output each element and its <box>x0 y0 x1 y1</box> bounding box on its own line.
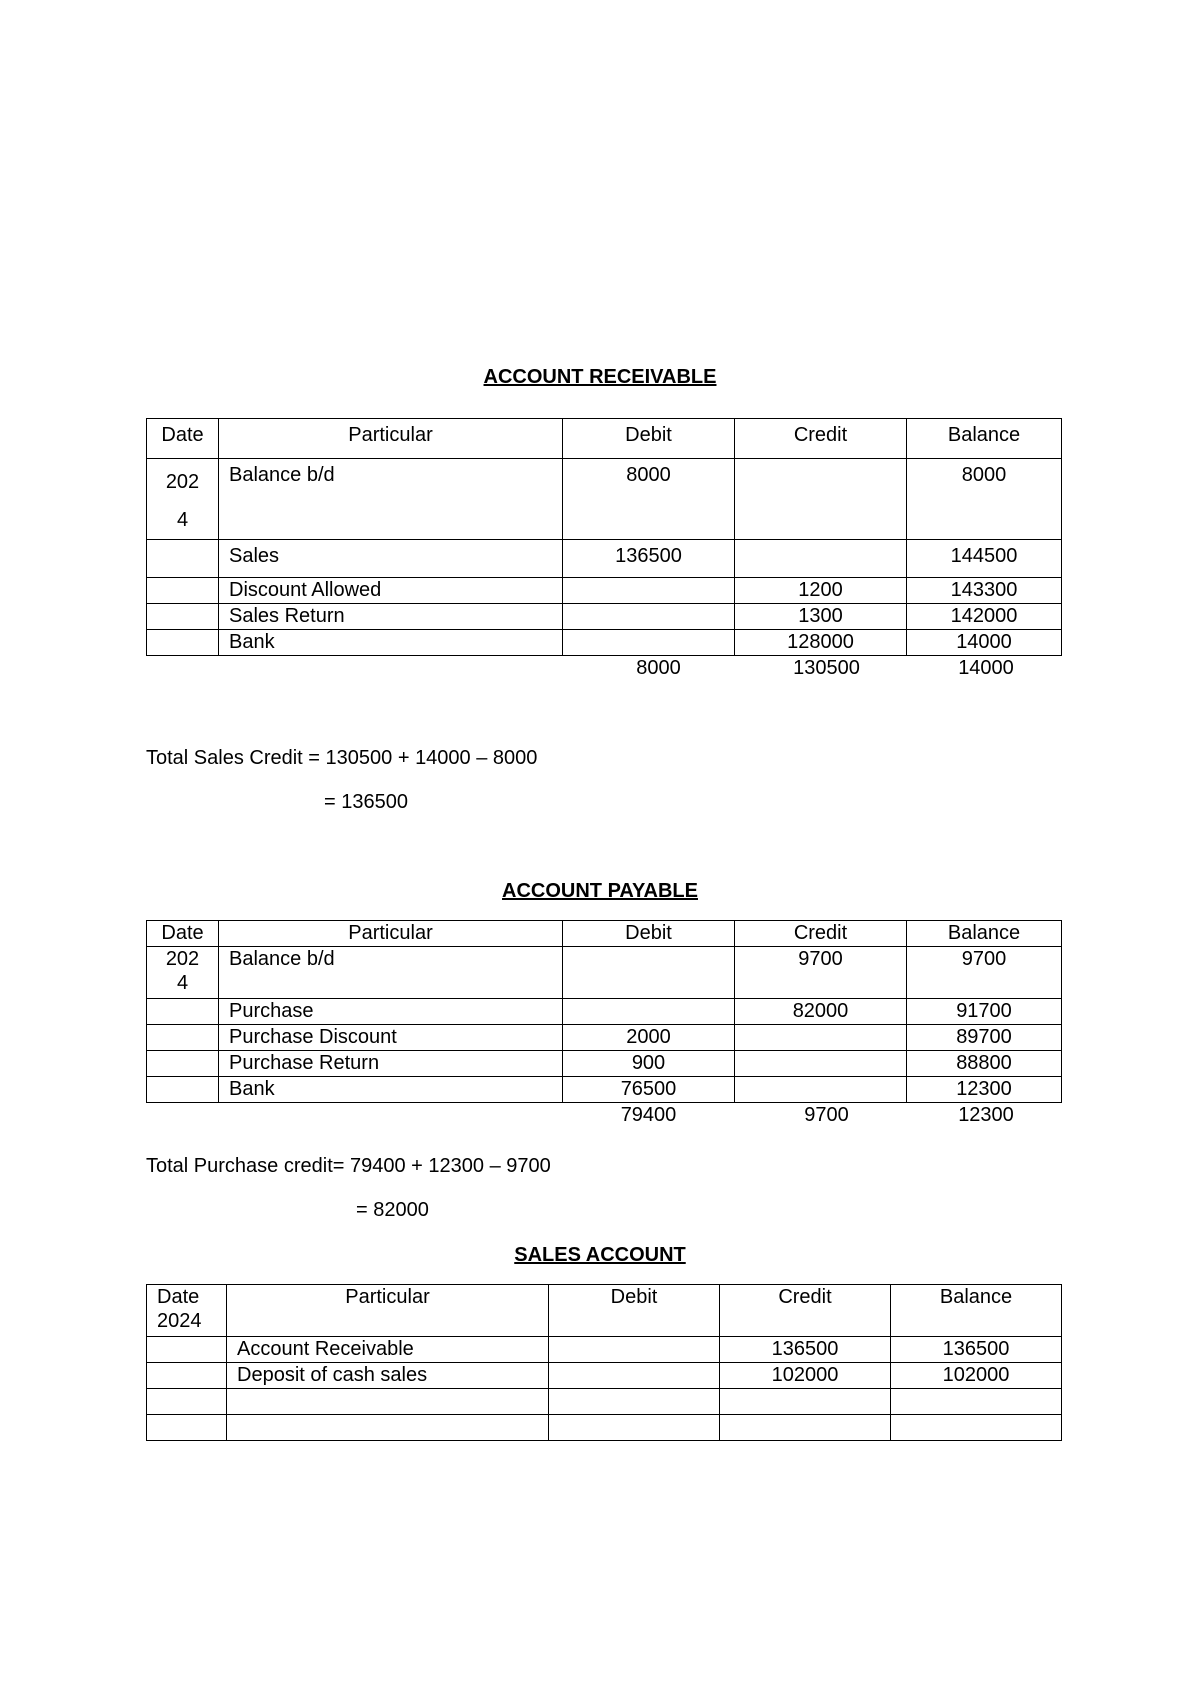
sales-title: SALES ACCOUNT <box>514 1244 686 1266</box>
header-balance: Balance <box>891 1285 1062 1337</box>
credit-cell: 1300 <box>735 604 907 630</box>
balance-cell: 102000 <box>891 1363 1062 1389</box>
table-row <box>147 578 1062 604</box>
particular-cell: Purchase Return <box>219 1051 563 1077</box>
table-row <box>147 1051 1062 1077</box>
date-cell <box>147 999 219 1025</box>
header-date: Date <box>147 419 219 459</box>
date-cell <box>147 947 219 999</box>
debit-cell: 136500 <box>563 540 735 578</box>
purchase-credit-formula: Total Purchase credit= 79400 + 12300 – 9700 <box>146 1155 551 1177</box>
date-cell <box>147 1025 219 1051</box>
credit-cell <box>735 459 907 540</box>
total-balance: 14000 <box>958 657 1014 679</box>
table-header-row <box>147 419 1062 459</box>
balance-cell <box>891 1389 1062 1415</box>
table-row <box>147 630 1062 656</box>
particular-cell: Bank <box>219 1077 563 1103</box>
table-header-row <box>147 1285 1062 1337</box>
payable-table <box>146 920 1062 1129</box>
particular-cell: Sales <box>219 540 563 578</box>
header-credit: Credit <box>735 419 907 459</box>
balance-cell: 8000 <box>907 459 1062 540</box>
particular-cell: Balance b/d <box>219 947 563 999</box>
date-year-part1: 202 <box>165 948 200 970</box>
total-balance: 12300 <box>958 1104 1014 1126</box>
date-year-part1: 202 <box>165 471 200 493</box>
date-cell <box>147 1415 227 1441</box>
particular-cell: Discount Allowed <box>219 578 563 604</box>
totals-row <box>147 1103 1062 1129</box>
particular-cell <box>227 1415 549 1441</box>
total-credit: 130500 <box>793 657 860 679</box>
debit-cell: 900 <box>563 1051 735 1077</box>
date-cell <box>147 459 219 540</box>
debit-cell: 76500 <box>563 1077 735 1103</box>
credit-cell: 102000 <box>720 1363 891 1389</box>
total-debit: 79400 <box>620 1104 677 1126</box>
credit-cell <box>735 1051 907 1077</box>
header-date <box>147 1285 227 1337</box>
date-cell <box>147 540 219 578</box>
header-particular: Particular <box>227 1285 549 1337</box>
debit-cell <box>563 630 735 656</box>
credit-cell: 1200 <box>735 578 907 604</box>
credit-cell <box>735 540 907 578</box>
header-particular: Particular <box>219 921 563 947</box>
date-cell <box>147 578 219 604</box>
debit-cell <box>563 947 735 999</box>
header-debit: Debit <box>563 419 735 459</box>
credit-cell: 136500 <box>720 1337 891 1363</box>
payable-title: ACCOUNT PAYABLE <box>502 880 698 902</box>
balance-cell: 89700 <box>907 1025 1062 1051</box>
table-header-row <box>147 921 1062 947</box>
header-date-label: Date <box>157 1286 200 1308</box>
total-credit: 9700 <box>804 1104 849 1126</box>
credit-cell <box>720 1389 891 1415</box>
balance-cell: 136500 <box>891 1337 1062 1363</box>
particular-cell: Sales Return <box>219 604 563 630</box>
totals-empty-particular <box>219 1103 563 1129</box>
table-row <box>147 947 1062 999</box>
header-debit: Debit <box>549 1285 720 1337</box>
particular-cell: Balance b/d <box>219 459 563 540</box>
credit-cell <box>735 1077 907 1103</box>
header-date: Date <box>147 921 219 947</box>
particular-cell: Deposit of cash sales <box>227 1363 549 1389</box>
date-year-part2: 4 <box>176 972 189 994</box>
balance-cell: 144500 <box>907 540 1062 578</box>
table-row <box>147 1077 1062 1103</box>
debit-cell <box>563 604 735 630</box>
table-row <box>147 1025 1062 1051</box>
balance-cell: 88800 <box>907 1051 1062 1077</box>
particular-cell <box>227 1389 549 1415</box>
date-cell <box>147 1389 227 1415</box>
particular-cell: Bank <box>219 630 563 656</box>
table-row <box>147 1363 1062 1389</box>
header-debit: Debit <box>563 921 735 947</box>
header-particular: Particular <box>219 419 563 459</box>
receivable-title: ACCOUNT RECEIVABLE <box>483 366 717 388</box>
balance-cell: 91700 <box>907 999 1062 1025</box>
date-cell <box>147 1051 219 1077</box>
table-row <box>147 1389 1062 1415</box>
table-row <box>147 540 1062 578</box>
date-year-part2: 4 <box>176 509 189 531</box>
balance-cell: 12300 <box>907 1077 1062 1103</box>
particular-cell: Purchase Discount <box>219 1025 563 1051</box>
debit-cell: 8000 <box>563 459 735 540</box>
table-row <box>147 604 1062 630</box>
header-credit: Credit <box>735 921 907 947</box>
header-balance: Balance <box>907 921 1062 947</box>
balance-cell: 9700 <box>907 947 1062 999</box>
header-balance: Balance <box>907 419 1062 459</box>
table-row <box>147 999 1062 1025</box>
purchase-credit-result: = 82000 <box>356 1199 429 1221</box>
date-cell <box>147 1337 227 1363</box>
particular-cell: Account Receivable <box>227 1337 549 1363</box>
debit-cell <box>563 578 735 604</box>
sales-table <box>146 1284 1062 1441</box>
debit-cell: 2000 <box>563 1025 735 1051</box>
debit-cell <box>549 1415 720 1441</box>
totals-row <box>147 656 1062 682</box>
totals-empty-date <box>147 656 219 682</box>
debit-cell <box>549 1363 720 1389</box>
totals-empty-particular <box>219 656 563 682</box>
receivable-table <box>146 418 1062 682</box>
date-cell <box>147 1363 227 1389</box>
balance-cell <box>891 1415 1062 1441</box>
table-row <box>147 459 1062 540</box>
credit-cell: 128000 <box>735 630 907 656</box>
balance-cell: 14000 <box>907 630 1062 656</box>
credit-cell <box>720 1415 891 1441</box>
table-row <box>147 1337 1062 1363</box>
debit-cell <box>549 1389 720 1415</box>
debit-cell <box>549 1337 720 1363</box>
credit-cell: 9700 <box>735 947 907 999</box>
total-debit: 8000 <box>636 657 681 679</box>
date-cell <box>147 1077 219 1103</box>
sales-credit-formula: Total Sales Credit = 130500 + 14000 – 8000 <box>146 747 538 769</box>
debit-cell <box>563 999 735 1025</box>
date-cell <box>147 630 219 656</box>
balance-cell: 142000 <box>907 604 1062 630</box>
header-date-year: 2024 <box>157 1310 202 1332</box>
date-cell <box>147 604 219 630</box>
credit-cell <box>735 1025 907 1051</box>
totals-empty-date <box>147 1103 219 1129</box>
balance-cell: 143300 <box>907 578 1062 604</box>
header-credit: Credit <box>720 1285 891 1337</box>
particular-cell: Purchase <box>219 999 563 1025</box>
table-row <box>147 1415 1062 1441</box>
credit-cell: 82000 <box>735 999 907 1025</box>
sales-credit-result: = 136500 <box>324 791 408 813</box>
